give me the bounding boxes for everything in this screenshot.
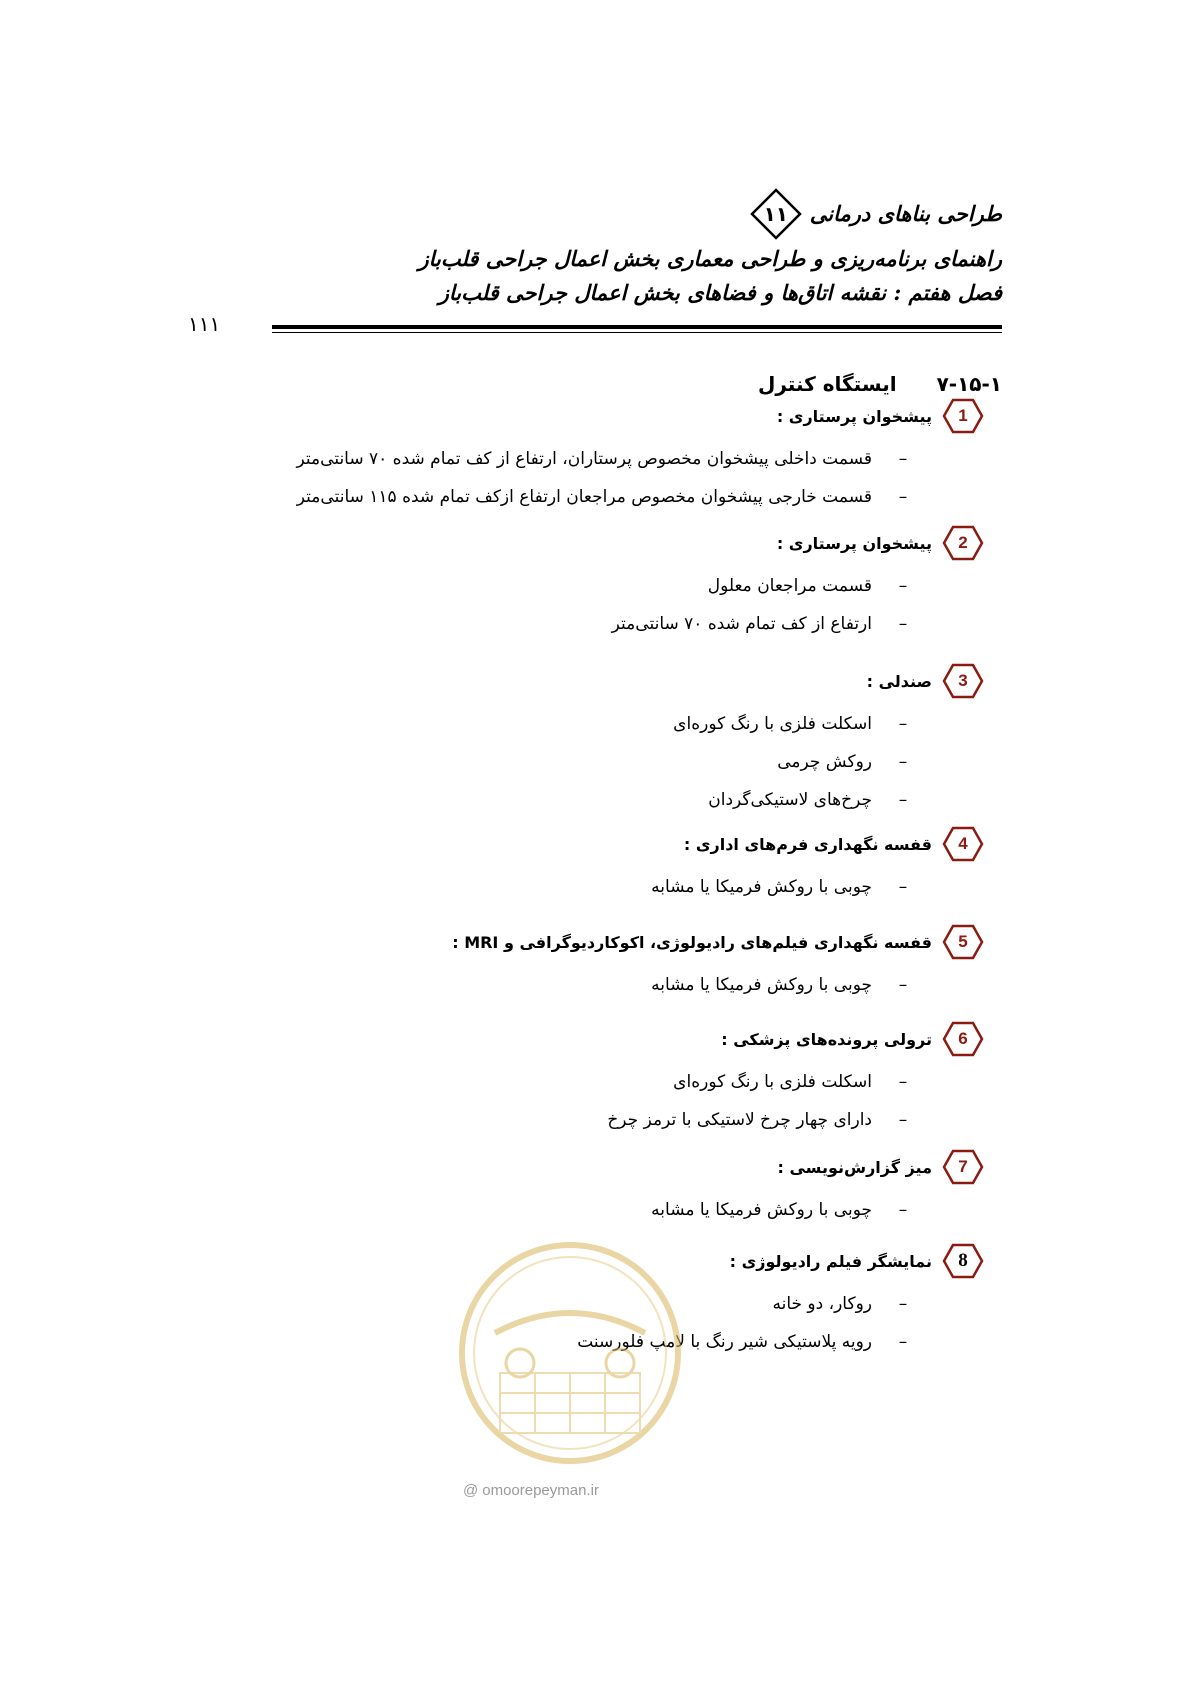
item-number-badge [942, 1021, 984, 1057]
section-number: ۷-۱۵-۱ [936, 372, 1002, 396]
document-subtitle: راهنمای برنامه‌ریزی و طراحی معماری بخش اعمال جراحی قلب‌باز [418, 246, 1002, 271]
list-item-text: دارای چهار چرخ لاستیکی با ترمز چرخ [607, 1110, 872, 1130]
volume-badge [750, 188, 802, 240]
list-item [152, 868, 912, 906]
list-item-text: قسمت مراجعان معلول [707, 576, 872, 596]
item-5 [152, 924, 968, 1004]
list-item [152, 1285, 912, 1323]
list-item [152, 1063, 912, 1101]
list-item-text: رویه پلاستیکی شیر رنگ با لامپ فلورسنت [577, 1332, 872, 1352]
bullet-dash: – [898, 487, 908, 507]
watermark-url-text: omoorepeyman.ir [482, 1482, 599, 1499]
watermark-url [463, 1482, 599, 1499]
item-number-badge [942, 1149, 984, 1185]
item-7 [152, 1149, 968, 1229]
list-item-text: چوبی با روکش فرمیکا یا مشابه [651, 975, 872, 995]
list-item [152, 1191, 912, 1229]
bullet-dash: – [898, 1110, 908, 1130]
item-title: میز گزارش‌نویسی : [777, 1157, 932, 1177]
list-item [152, 478, 912, 516]
list-item-text: روکار، دو خانه [772, 1294, 872, 1314]
list-item-text: قسمت خارجی پیشخوان مخصوص مراجعان ارتفاع ازکف تمام شده ۱۱۵ سانتی‌متر [296, 487, 872, 507]
item-6 [152, 1021, 968, 1139]
book-title-line [182, 188, 1002, 240]
item-number-badge [942, 924, 984, 960]
item-title: صندلی : [866, 671, 932, 691]
bullet-dash: – [898, 714, 908, 734]
bullet-dash: – [898, 975, 908, 995]
item-bullets [152, 966, 912, 1004]
item-bullets [152, 705, 912, 819]
item-number: 3 [958, 671, 968, 690]
item-2 [152, 525, 968, 643]
bullet-dash: – [898, 877, 908, 897]
volume-number: ۱۱ [763, 202, 788, 226]
item-number: 8 [958, 1250, 968, 1271]
header-divider [272, 325, 1002, 333]
section-heading [758, 372, 1002, 396]
list-item-text: چوبی با روکش فرمیکا یا مشابه [651, 1200, 872, 1220]
item-number: 7 [958, 1157, 968, 1176]
item-title: پیشخوان پرستاری : [776, 533, 932, 553]
bullet-dash: – [898, 449, 908, 469]
bullet-dash: – [898, 790, 908, 810]
list-item-text: اسکلت فلزی با رنگ کوره‌ای [673, 714, 872, 734]
section-title: ایستگاه کنترل [758, 372, 897, 396]
bullet-dash: – [898, 1294, 908, 1314]
item-bullets [152, 1285, 912, 1361]
page-header [182, 188, 1002, 314]
item-number: 2 [958, 533, 968, 552]
list-item [152, 1101, 912, 1139]
list-item-text: ارتفاع از کف تمام شده ۷۰ سانتی‌متر [611, 614, 872, 634]
item-4 [152, 826, 968, 906]
item-number: 6 [958, 1029, 968, 1048]
item-bullets [152, 567, 912, 643]
item-title: پیشخوان پرستاری : [776, 406, 932, 426]
item-number: 1 [958, 406, 968, 425]
item-number-badge [942, 525, 984, 561]
item-bullets [152, 440, 912, 516]
item-bullets [152, 1191, 912, 1229]
list-item [152, 440, 912, 478]
page-number: ۱۱۱ [188, 312, 221, 336]
list-item [152, 605, 912, 643]
item-title: قفسه نگهداری فرم‌های اداری : [683, 834, 932, 854]
bullet-dash: – [898, 752, 908, 772]
list-item [152, 567, 912, 605]
list-item-text: اسکلت فلزی با رنگ کوره‌ای [673, 1072, 872, 1092]
item-8 [152, 1243, 968, 1361]
list-item-text: قسمت داخلی پیشخوان مخصوص پرستاران، ارتفاع از کف تمام شده ۷۰ سانتی‌متر [296, 449, 872, 469]
bullet-dash: – [898, 1200, 908, 1220]
book-title: طراحی بناهای درمانی [809, 201, 1002, 226]
item-title: ترولی پرونده‌های پزشکی : [721, 1029, 932, 1049]
list-item [152, 705, 912, 743]
bullet-dash: – [898, 1332, 908, 1352]
item-3 [152, 663, 968, 819]
item-1 [152, 398, 968, 516]
item-title: قفسه نگهداری فیلم‌های رادیولوژی، اکوکاردیوگرافی و MRI : [452, 932, 932, 952]
item-number-badge [942, 1243, 984, 1279]
list-item-text: چوبی با روکش فرمیکا یا مشابه [651, 877, 872, 897]
list-item [152, 966, 912, 1004]
list-item-text: چرخ‌های لاستیکی‌گردان [708, 790, 872, 810]
bullet-dash: – [898, 576, 908, 596]
item-title: نمایشگر فیلم رادیولوژی : [729, 1251, 932, 1271]
item-number: 5 [958, 932, 968, 951]
list-item [152, 743, 912, 781]
item-number-badge [942, 398, 984, 434]
item-bullets [152, 868, 912, 906]
bullet-dash: – [898, 614, 908, 634]
item-number-badge [942, 826, 984, 862]
list-item-text: روکش چرمی [777, 752, 872, 772]
list-item [152, 781, 912, 819]
chapter-title: فصل هفتم : نقشه اتاق‌ها و فضاهای بخش اعمال جراحی قلب‌باز [438, 280, 1002, 305]
list-item [152, 1323, 912, 1361]
item-number: 4 [958, 834, 968, 853]
at-sign-icon: @ [463, 1482, 479, 1499]
item-number-badge [942, 663, 984, 699]
item-bullets [152, 1063, 912, 1139]
bullet-dash: – [898, 1072, 908, 1092]
